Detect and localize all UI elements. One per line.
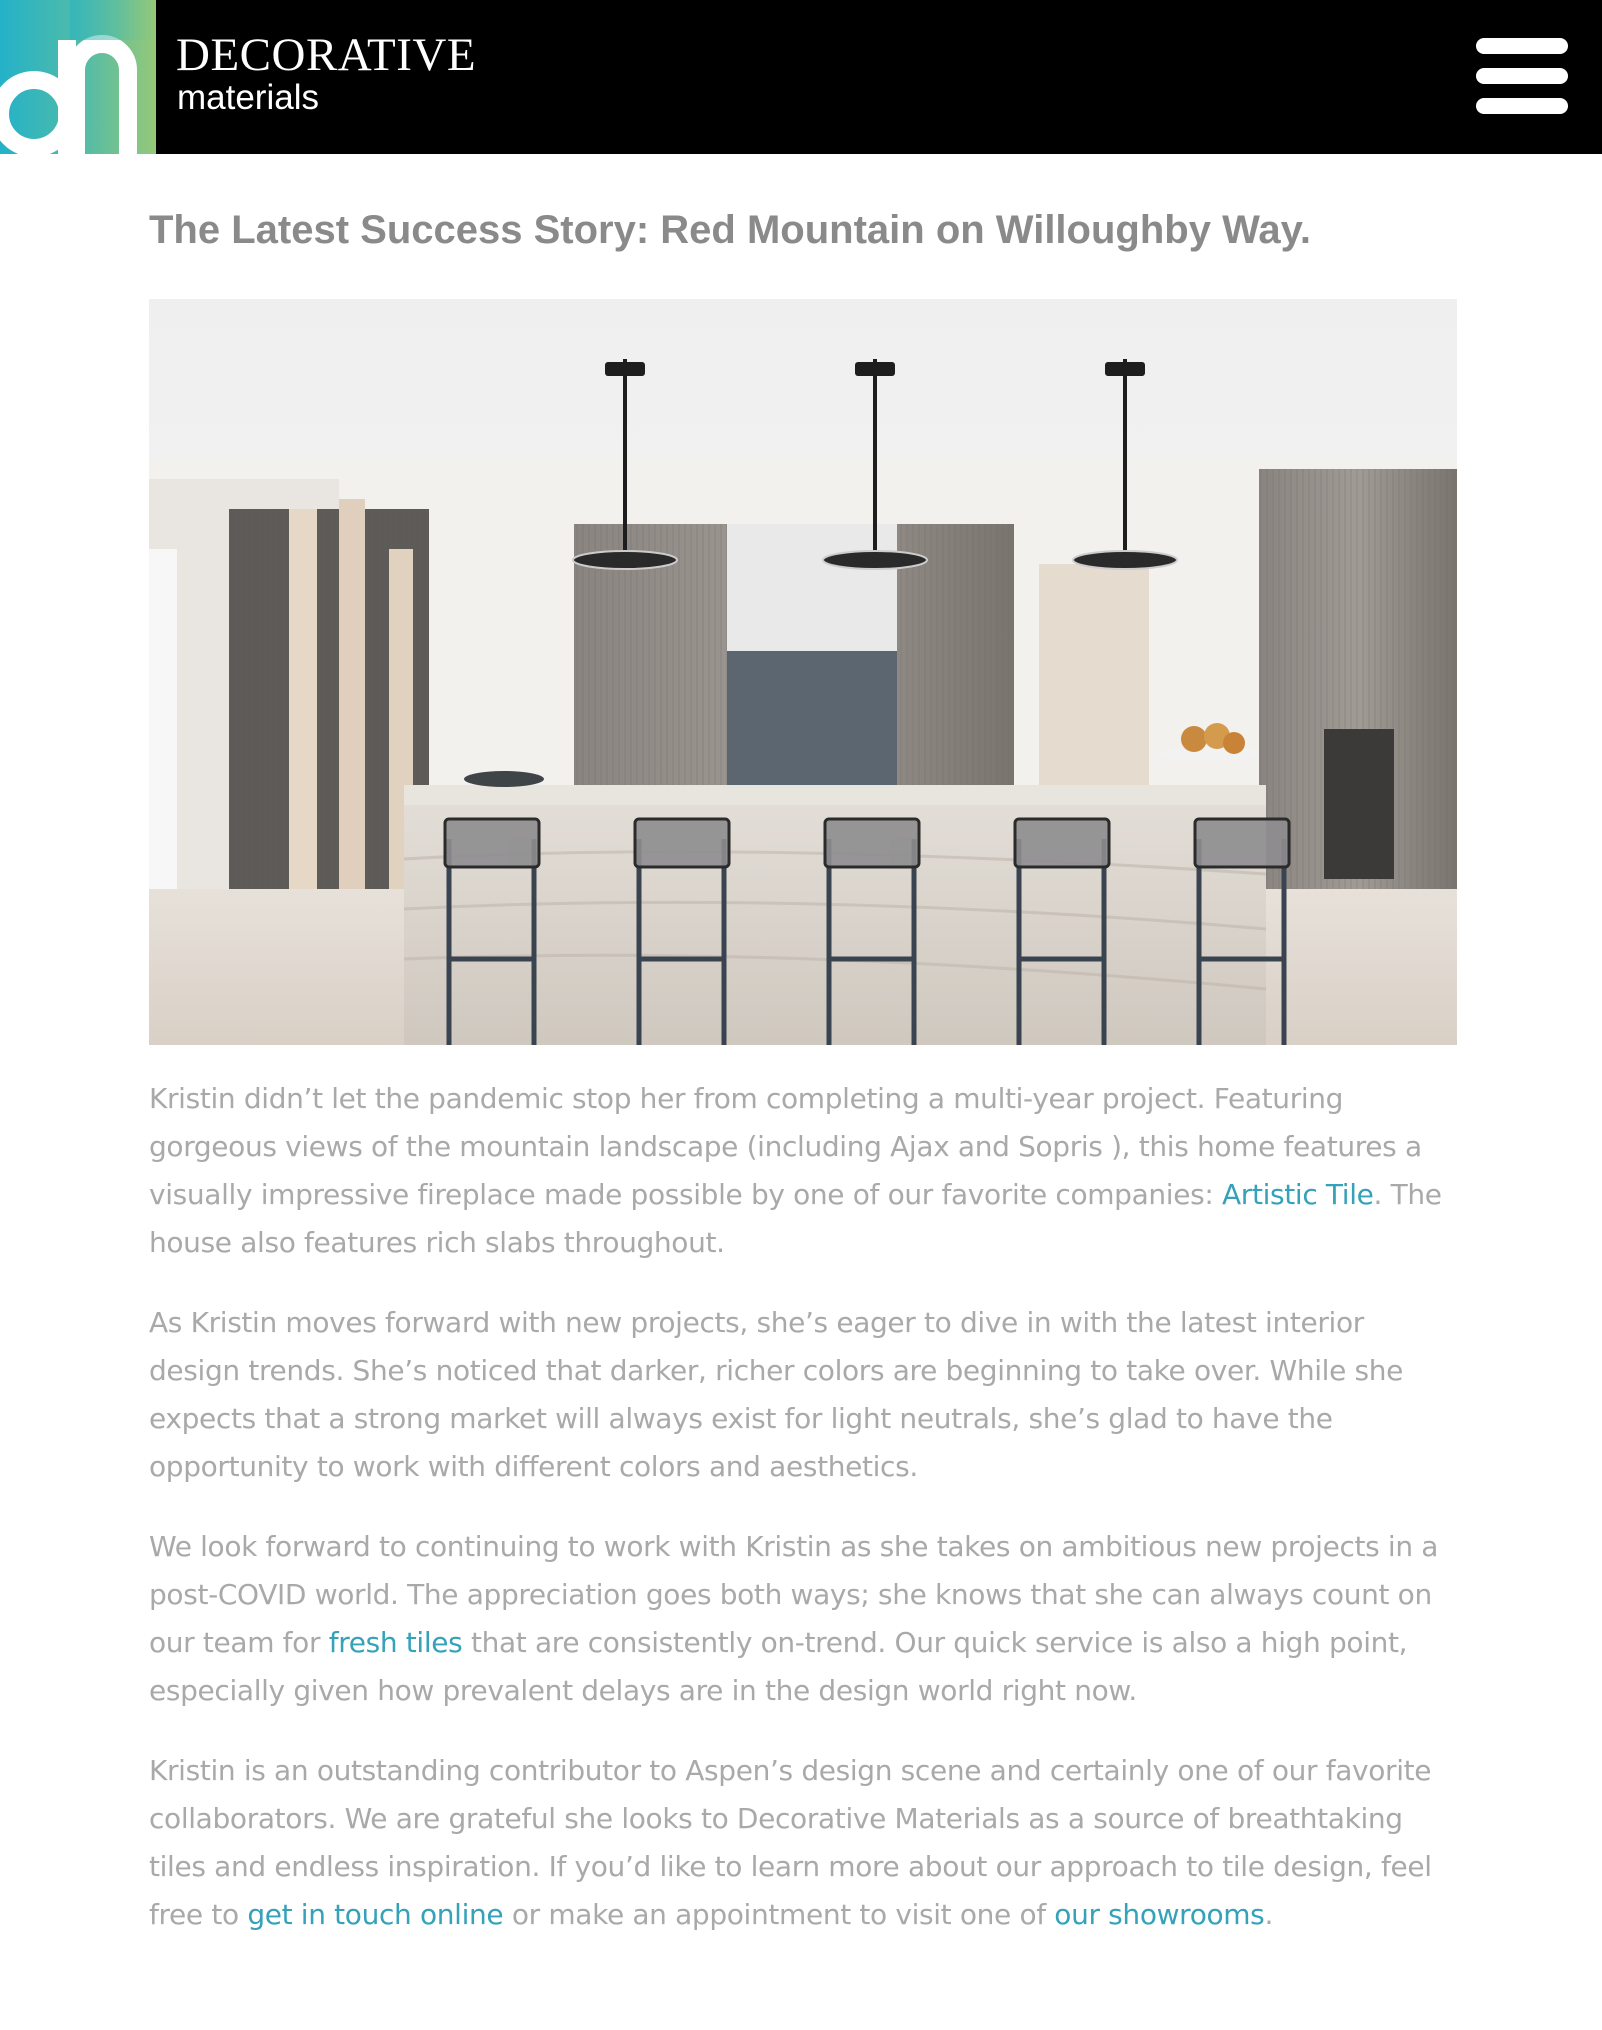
paragraph-text: . The house also features rich slabs throughout. [149, 1178, 1442, 1259]
logo-wordmark-materials: materials [177, 78, 319, 117]
menu-bar [1476, 68, 1568, 84]
our-showrooms-link[interactable]: our showrooms [1054, 1898, 1265, 1931]
kitchen-island-photo [149, 299, 1457, 1045]
paragraph-text: or make an appointment to visit one of [503, 1898, 1055, 1931]
site-logo-link[interactable] [0, 0, 500, 154]
article-paragraph [149, 1747, 1459, 1939]
paragraph-text: We look forward to continuing to work with Kristin as she takes on ambitious new projects in a post-COVID world. The appreciation goes both ways; she knows that she can always count on our team for [149, 1530, 1439, 1659]
logo-wordmark-decorative: DECORATIVE [176, 29, 477, 81]
menu-bar [1476, 98, 1568, 114]
fresh-tiles-link[interactable]: fresh tiles [328, 1626, 463, 1659]
paragraph-text: Kristin didn’t let the pandemic stop her from completing a multi-year project. Featuring gorgeous views of the mountain landscape (including Ajax and Sopris ), this home features a visually impressive fireplace made possible by one of our favorite companies: [149, 1082, 1422, 1211]
artistic-tile-link[interactable]: Artistic Tile [1222, 1178, 1374, 1211]
paragraph-text: . [1264, 1898, 1273, 1931]
article-paragraph [149, 1299, 1459, 1491]
paragraph-text: Kristin is an outstanding contributor to Aspen’s design scene and certainly one of our favorite collaborators. We are grateful she looks to Decorative Materials as a source of breathtaking tiles and endless inspiration. If you’d like to learn more about our approach to tile design, feel free to [149, 1754, 1432, 1931]
paragraph-text: As Kristin moves forward with new projects, she’s eager to dive in with the latest interior design trends. She’s noticed that darker, richer colors are beginning to take over. While she expects that a strong market will always exist for light neutrals, she’s glad to have the opportunity to work with different colors and aesthetics. [149, 1306, 1404, 1483]
article-body [149, 1075, 1459, 1971]
site-header [0, 0, 1602, 154]
article-paragraph [149, 1075, 1459, 1267]
paragraph-text: that are consistently on-trend. Our quick service is also a high point, especially given how prevalent delays are in the design world right now. [149, 1626, 1408, 1707]
dm-logo-icon [0, 0, 156, 154]
get-in-touch-link[interactable]: get in touch online [247, 1898, 504, 1931]
hamburger-menu-icon[interactable] [1470, 34, 1574, 118]
article-paragraph [149, 1523, 1459, 1715]
menu-bar [1476, 38, 1568, 54]
article-title: The Latest Success Story: Red Mountain on Willoughby Way. [149, 208, 1311, 252]
